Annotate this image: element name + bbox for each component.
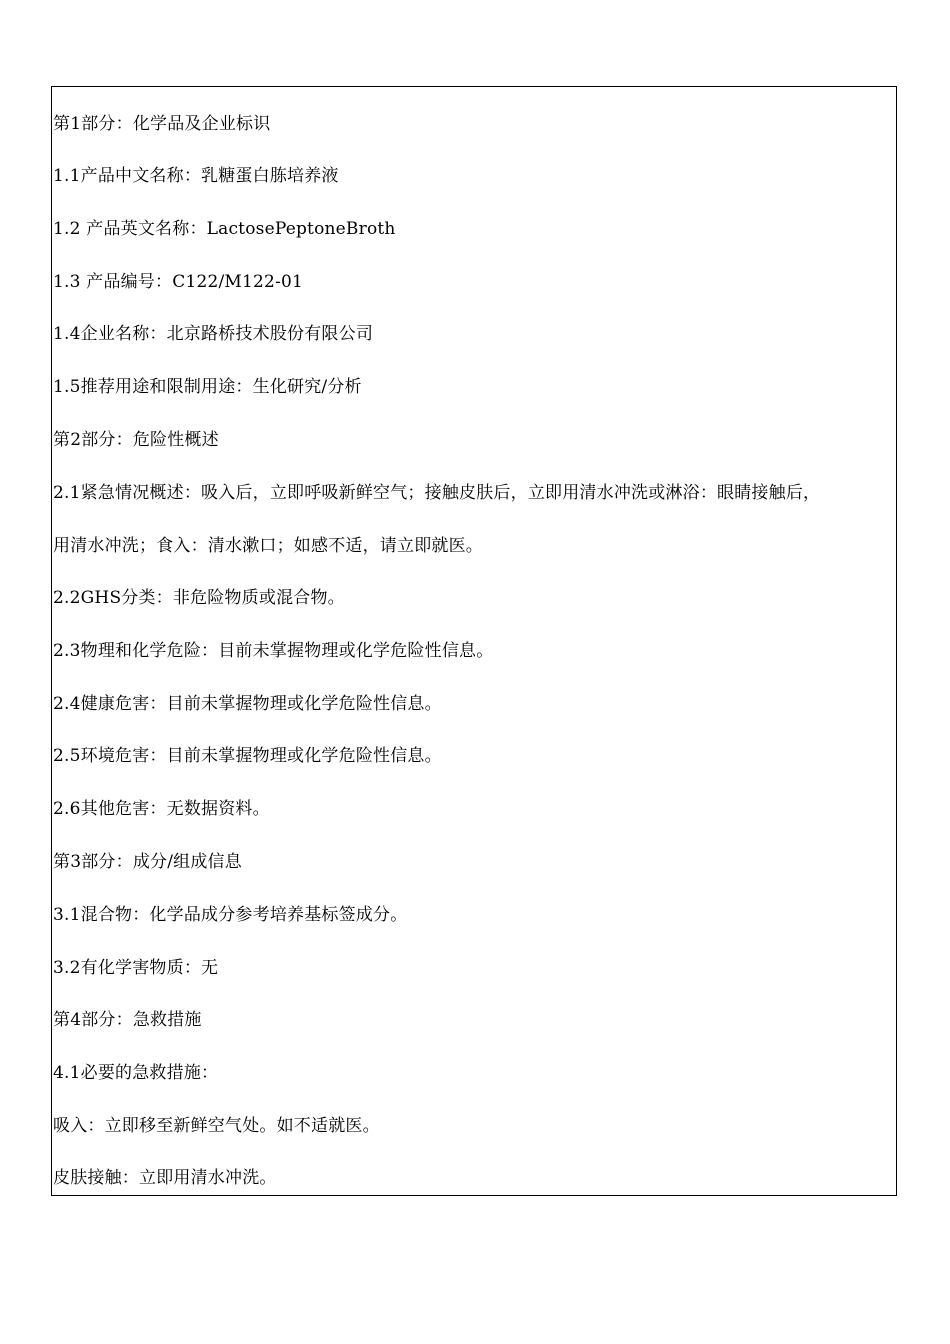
line-1-5: 1.5推荐用途和限制用途：生化研究/分析 — [53, 377, 362, 397]
line-2-2: 2.2GHS分类：非危险物质或混合物。 — [53, 588, 345, 608]
line-3-2: 3.2有化学害物质：无 — [53, 958, 219, 978]
section-1-heading: 第1部分：化学品及企业标识 — [53, 114, 271, 134]
line-1-4: 1.4企业名称：北京路桥技术股份有限公司 — [53, 324, 374, 344]
line-1-1: 1.1产品中文名称：乳糖蛋白胨培养液 — [53, 166, 339, 186]
line-2-4: 2.4健康危害：目前未掌握物理或化学危险性信息。 — [53, 694, 442, 714]
line-4-1-inhalation: 吸入：立即移至新鲜空气处。如不适就医。 — [53, 1116, 380, 1136]
line-4-1: 4.1必要的急救措施： — [53, 1063, 219, 1083]
line-2-5: 2.5环境危害：目前未掌握物理或化学危险性信息。 — [53, 746, 442, 766]
line-2-1-continued: 用清水冲洗；食入：清水漱口；如感不适，请立即就医。 — [53, 536, 483, 556]
line-2-1: 2.1紧急情况概述：吸入后，立即呼吸新鲜空气；接触皮肤后，立即用清水冲洗或淋浴：眼睛接触后， — [53, 483, 821, 503]
line-1-3: 1.3 产品编号：C122/M122-01 — [53, 272, 304, 292]
line-2-6: 2.6其他危害：无数据资料。 — [53, 799, 270, 819]
section-4-heading: 第4部分：急救措施 — [53, 1010, 202, 1030]
line-2-3: 2.3物理和化学危险：目前未掌握物理或化学危险性信息。 — [53, 641, 494, 661]
line-4-1-skin-contact: 皮肤接触：立即用清水冲洗。 — [53, 1168, 277, 1188]
section-3-heading: 第3部分：成分/组成信息 — [53, 852, 242, 872]
document-frame — [51, 86, 897, 1196]
line-1-2: 1.2 产品英文名称：LactosePeptoneBroth — [53, 219, 396, 239]
line-3-1: 3.1混合物：化学品成分参考培养基标签成分。 — [53, 905, 408, 925]
section-2-heading: 第2部分：危险性概述 — [53, 430, 219, 450]
